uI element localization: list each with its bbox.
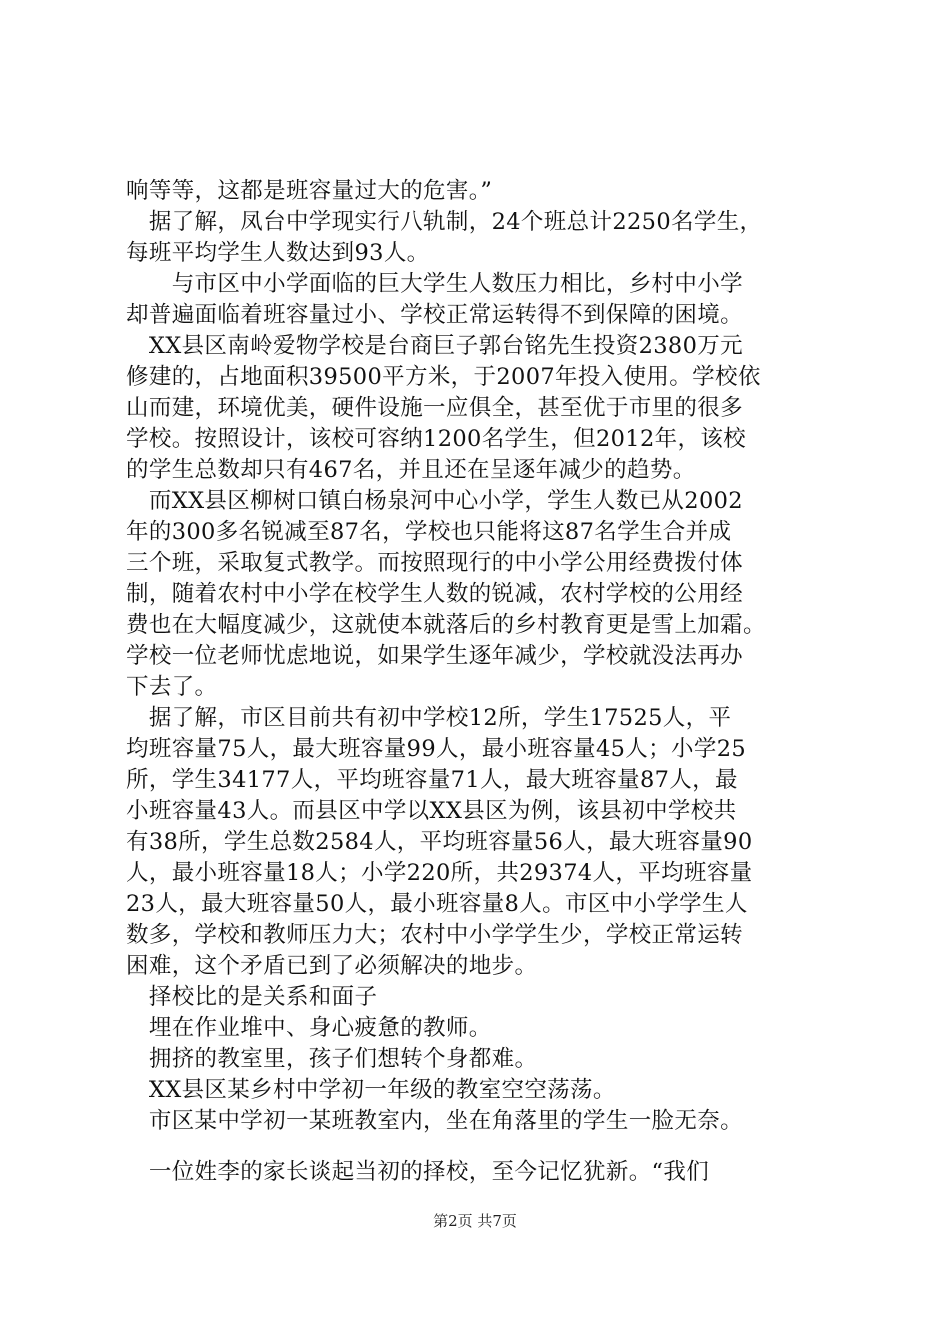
page-footer: 第2页 共7页 <box>433 1212 517 1230</box>
text-line: 小班容量43人。而县区中学以XX县区为例，该县初中学校共 <box>126 798 737 824</box>
photo-caption: 埋在作业堆中、身心疲惫的教师。 <box>126 1015 492 1041</box>
paragraph-gap <box>126 1137 838 1157</box>
body-text <box>126 176 838 1188</box>
text-line: 数多，学校和教师压力大；农村中小学学生少，学校正常运转 <box>126 922 743 948</box>
text-line: 年的300多名锐减至87名，学校也只能将这87名学生合并成 <box>126 519 732 545</box>
photo-caption: 市区某中学初一某班教室内，坐在角落里的学生一脸无奈。 <box>126 1108 743 1134</box>
text-line: 却普遍面临着班容量过小、学校正常运转得不到保障的困境。 <box>126 302 743 328</box>
text-line: 响等等，这都是班容量过大的危害。” <box>126 178 493 204</box>
text-line: 山而建，环境优美，硬件设施一应俱全，甚至优于市里的很多 <box>126 395 743 421</box>
text-line: 费也在大幅度减少，这就使本就落后的乡村教育更是雪上加霜。 <box>126 612 766 638</box>
text-line: 有38所，学生总数2584人，平均班容量56人，最大班容量90 <box>126 829 753 855</box>
text-line: 据了解，市区目前共有初中学校12所，学生17525人，平 <box>126 705 732 731</box>
text-line: 的学生总数却只有467名，并且还在呈逐年减少的趋势。 <box>126 457 696 483</box>
text-line: 与市区中小学面临的巨大学生人数压力相比，乡村中小学 <box>126 271 743 297</box>
text-line: 每班平均学生人数达到93人。 <box>126 240 430 266</box>
text-line: 均班容量75人，最大班容量99人，最小班容量45人；小学25 <box>126 736 747 762</box>
text-line: 一位姓李的家长谈起当初的择校，至今记忆犹新。“我们 <box>126 1159 710 1185</box>
text-line: 人，最小班容量18人；小学220所，共29374人，平均班容量 <box>126 860 753 886</box>
text-line: 据了解，凤台中学现实行八轨制，24个班总计2250名学生， <box>126 209 763 235</box>
section-heading: 择校比的是关系和面子 <box>126 984 378 1010</box>
text-line: 三个班，采取复式教学。而按照现行的中小学公用经费拨付体 <box>126 550 743 576</box>
text-line: 而XX县区柳树口镇白杨泉河中心小学，学生人数已从2002 <box>126 488 743 514</box>
text-line: 所，学生34177人，平均班容量71人，最大班容量87人，最 <box>126 767 738 793</box>
text-line: 学校。按照设计，该校可容纳1200名学生，但2012年，该校 <box>126 426 747 452</box>
text-line: 学校一位老师忧虑地说，如果学生逐年减少，学校就没法再办 <box>126 643 743 669</box>
photo-caption: 拥挤的教室里，孩子们想转个身都难。 <box>126 1046 538 1072</box>
text-line: 下去了。 <box>126 674 218 700</box>
text-line: XX县区南岭爱物学校是台商巨子郭台铭先生投资2380万元 <box>126 333 743 359</box>
text-line: 修建的，占地面积39500平方米，于2007年投入使用。学校依 <box>126 364 761 390</box>
text-line: 困难，这个矛盾已到了必须解决的地步。 <box>126 953 538 979</box>
text-line: 23人，最大班容量50人，最小班容量8人。市区中小学学生人 <box>126 891 748 917</box>
photo-caption: XX县区某乡村中学初一年级的教室空空荡荡。 <box>126 1077 616 1103</box>
text-line: 制，随着农村中小学在校学生人数的锐减，农村学校的公用经 <box>126 581 743 607</box>
